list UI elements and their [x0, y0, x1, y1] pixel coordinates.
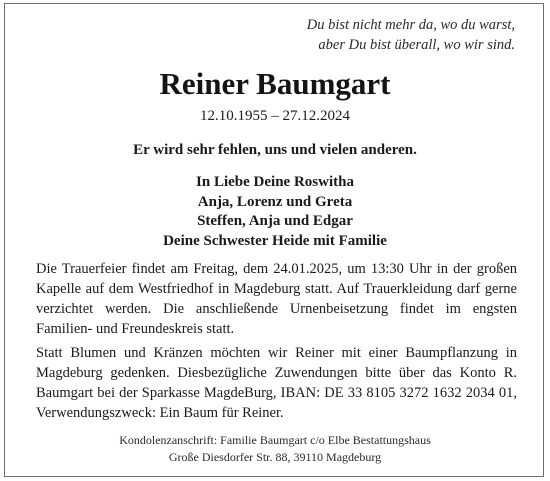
family-line: Steffen, Anja und Edgar: [197, 213, 353, 229]
condolence-address: [0, 432, 550, 465]
family-line: Anja, Lorenz und Greta: [197, 193, 353, 210]
quote-line-2: aber Du bist überall, wo wir sind.: [318, 37, 515, 53]
address-line-2: Große Diesdorfer Str. 88, 39110 Magdeburg: [168, 449, 382, 464]
family-signatures: [0, 173, 550, 251]
address-line-1: Kondolenzanschrift: Familie Baumgart c/o Elbe Bestattungshaus: [119, 433, 431, 447]
memorial-quote: [307, 15, 515, 55]
quote-line-1: Du bist nicht mehr da, wo du warst,: [306, 17, 515, 33]
family-line: Deine Schwester Heide mit Familie: [163, 232, 387, 249]
donation-info-paragraph: Statt Blumen und Kränzen möchten wir Reiner mit einer Baumpflanzung in Magdeburg gedenken. Diesbezügliche Zuwendungen bitte über das Konto R. Baumgart bei der Sparkasse MagdeBurg, IBAN: DE 33 8105 3272 1632 2034 01, Verwendungszweck: Ein Baum für Reiner.: [36, 345, 517, 421]
deceased-name: Reiner Baumgart: [159, 66, 391, 101]
family-line: In Liebe Deine Roswitha: [196, 174, 354, 190]
funeral-info-paragraph: Die Trauerfeier findet am Freitag, dem 24.01.2025, um 13:30 Uhr in der großen Kapelle auf dem Westfriedhof in Magdeburg statt. Auf Trauerkleidung darf gerne verzichtet werden. Die anschließende Urnenbeisetzung findet im engsten Familien- und Freundeskreis statt.: [36, 261, 517, 337]
life-dates: 12.10.1955 – 27.12.2024: [200, 108, 350, 124]
motto-line: Er wird sehr fehlen, uns und vielen anderen.: [133, 142, 417, 158]
